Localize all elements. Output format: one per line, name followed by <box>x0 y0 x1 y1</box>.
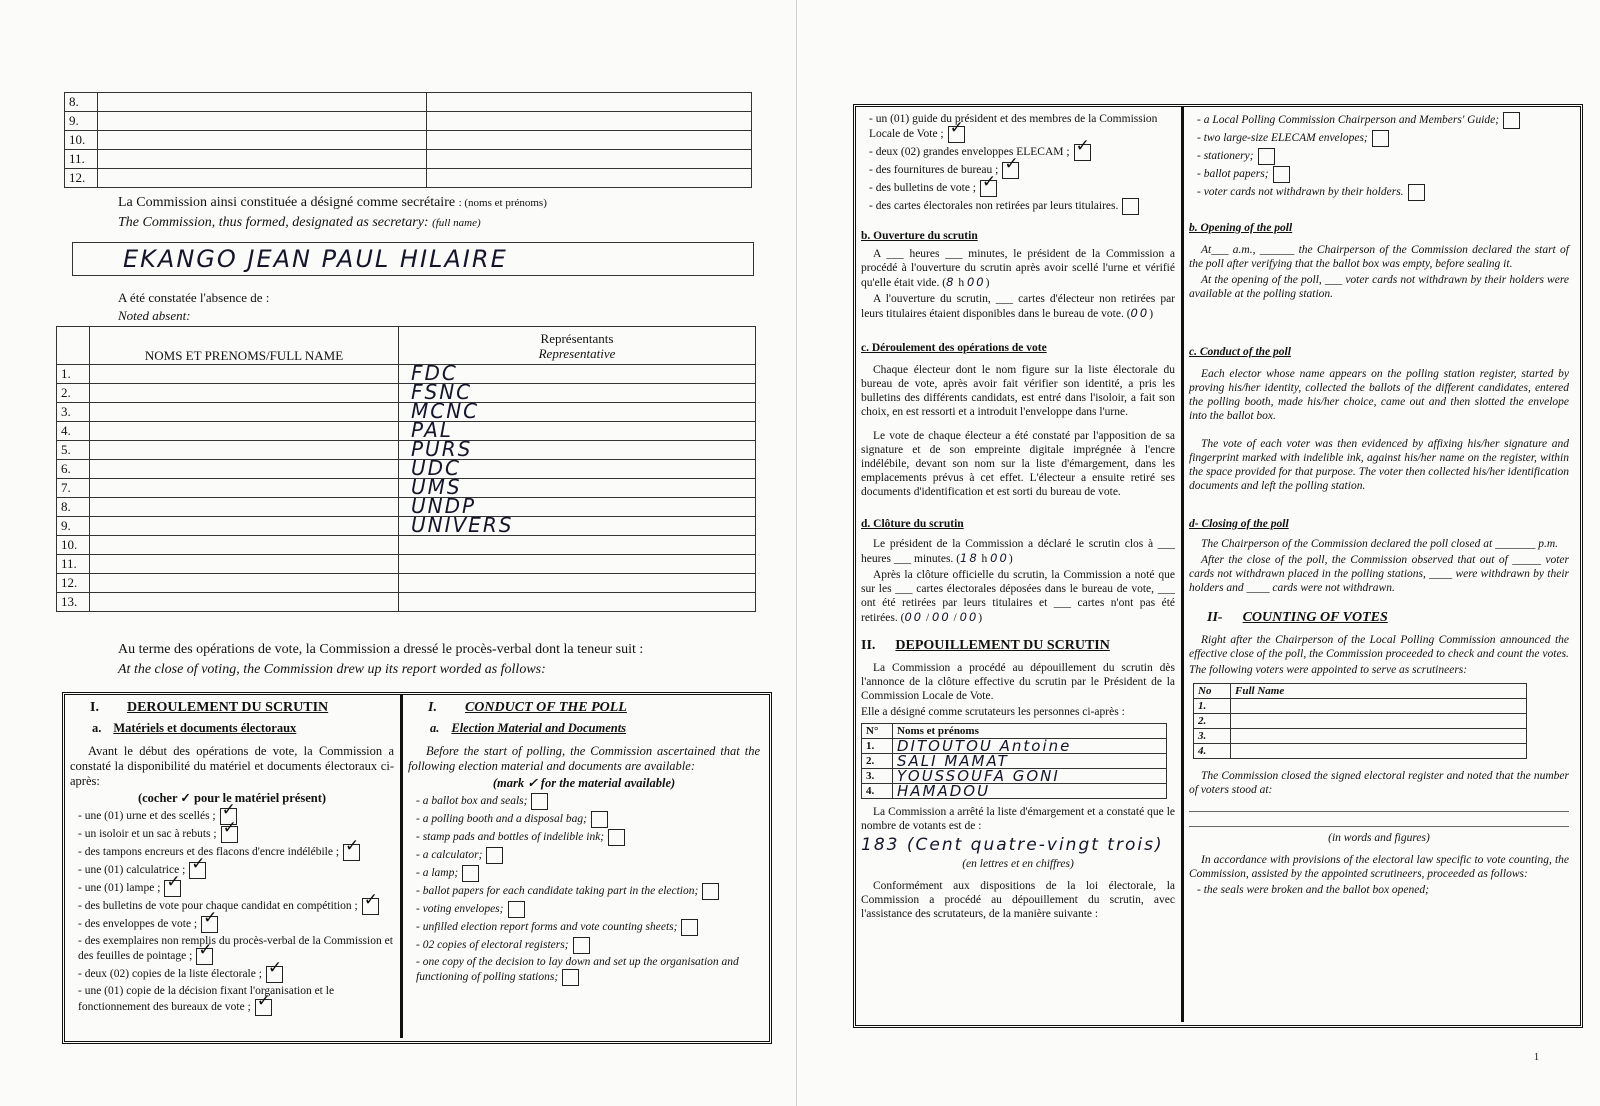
representative-cell[interactable] <box>399 593 756 612</box>
checkbox[interactable] <box>681 919 698 936</box>
section-i-fr-title: DEROULEMENT DU SCRUTIN <box>126 700 329 715</box>
name-cell[interactable] <box>90 536 399 555</box>
closing-hour: 18 <box>960 551 979 565</box>
opening-minutes: 00 <box>966 275 986 289</box>
conduct-title: c. Conduct of the poll <box>1189 346 1291 358</box>
section-i-fr-intro: Avant le début des opérations de vote, la Commission a constaté la disponibilité du matériel et documents électoraux ci-après: <box>70 744 394 788</box>
table-row <box>65 169 752 188</box>
absent-table <box>56 326 756 612</box>
material-item: - une (01) calculatrice ;✓ <box>78 862 394 879</box>
checkbox[interactable] <box>201 916 218 933</box>
material-item: - des fournitures de bureau ;✓ <box>869 162 1175 179</box>
left-page <box>0 0 797 1106</box>
representative-cell[interactable] <box>427 93 752 112</box>
scrutateur-name[interactable]: DITOUTOU Antoine <box>893 739 1167 754</box>
material-item: - a ballot box and seals; <box>416 793 760 810</box>
representative-value: UNIVERS <box>411 513 514 537</box>
material-item: - voter cards not withdrawn by their holders. <box>1197 184 1569 201</box>
secretary-name: EKANGO JEAN PAUL HILAIRE <box>123 245 508 273</box>
name-cell[interactable] <box>90 498 399 517</box>
checkbox[interactable] <box>1258 148 1275 165</box>
name-cell[interactable] <box>90 555 399 574</box>
col-representative: Représentants Representative <box>399 327 756 365</box>
material-item: - one copy of the decision to lay down and set up the organisation and functioning of polling stations; <box>416 955 760 986</box>
right-en-column: - a Local Polling Commission Chairperson and Members' Guide; - two large-size ELECAM envelopes; - stationery; - ballot papers; - voter cards not withdrawn by their holders. b. Opening of the poll At___ a.m., ______ the Chairperson of the Commission declared the start of the poll after verifying that the ballot box was empty, before sealing it. At the opening of the poll, ___ voter cards not withdrawn by their holders were available at the polling station. c. Conduct of the poll Each elector whose name appears on the polling station register, started by proving his/her identity, collected the ballots of the different candidates, entered the polling booth, made his/her choice, came out and then slotted the envelope into the ballot box. The vote of each voter was then evidenced by affixing his/her signature and fingerprint marked with indelible ink, against his/her name on the register, within the space provided for that purpose. The voter then collected his/her identification documents and left the polling station. d- Closing of the poll The Chairperson of the Commission declared the poll closed at _______ p.m. After the close of the poll, the Commission observed that out of _____ voter cards not withdrawn placed in the polling stations, ____ were withdrawn by their holders and ____ cards were not withdrawn. II- COUNTING OF VOTES Right after the Chairperson of the Local Polling Commission announced the effective close of the poll, the Commission proceeded to check and count the votes. The following voters were appointed to serve as scrutineers: No Full Name 1. 2. 3. 4. The Commission closed the signed electoral register and noted that the number of voters stood at: (in words and figures) In accordance with provisions of the electoral law specific to vote counting, the Commission, assisted by the appointed scrutineers, proceeded as follows: - the seals were broken and the ballot box opened; <box>1189 112 1569 899</box>
representative-cell[interactable] <box>427 150 752 169</box>
checkbox[interactable] <box>562 969 579 986</box>
report-intro-en: At the close of voting, the Commission drew up its report worded as follows: <box>118 662 546 677</box>
table-row <box>57 536 756 555</box>
section-i-en: I. CONDUCT OF THE POLL a. Election Material and Documents Before the start of polling, the Commission ascertained that the following election material and documents are available: (mark ✓ for the material available) - a ballot box and seals; - a polling booth and a disposal bag; - stamp pads and bottles of indelible ink; - a calculator; - a lamp; - ballot papers for each candidate taking part in the election; - voting envelopes; - unfilled election report forms and vote counting sheets; - 02 copies of electoral registers; - one copy of the decision to lay down and set up the organisation and functioning of polling stations; <box>408 700 760 987</box>
row-number: 3. <box>57 403 90 422</box>
name-cell[interactable] <box>90 441 399 460</box>
row-number: 8. <box>65 93 98 112</box>
name-cell[interactable] <box>98 150 427 169</box>
checkbox[interactable] <box>343 844 360 861</box>
checkbox[interactable] <box>255 999 272 1016</box>
scrutateur-name[interactable]: HAMADOU <box>893 784 1167 799</box>
table-row <box>57 403 756 422</box>
checkbox[interactable] <box>1273 166 1290 183</box>
checkbox[interactable] <box>1002 162 1019 179</box>
fr-material-list <box>70 808 394 1016</box>
row-number: 5. <box>57 441 90 460</box>
row-number: 2. <box>57 384 90 403</box>
name-cell[interactable] <box>90 365 399 384</box>
right-divider <box>1181 106 1184 1022</box>
row-number: 11. <box>65 150 98 169</box>
table-row <box>57 384 756 403</box>
representative-cell[interactable] <box>399 574 756 593</box>
name-cell[interactable] <box>90 460 399 479</box>
row-number: 6. <box>57 460 90 479</box>
depouillement-title: DEPOUILLEMENT DU SCRUTIN <box>895 638 1110 653</box>
representative-cell[interactable] <box>427 169 752 188</box>
table-row <box>57 498 756 517</box>
name-cell[interactable] <box>90 517 399 536</box>
checkbox[interactable] <box>1503 112 1520 129</box>
material-item: - des bulletins de vote ;✓ <box>869 180 1175 197</box>
opening-hour: 8 <box>946 275 956 289</box>
checkbox[interactable] <box>1074 144 1091 161</box>
name-cell[interactable] <box>90 593 399 612</box>
checkbox[interactable] <box>266 966 283 983</box>
table-row: 2. <box>1194 714 1527 729</box>
section-i-fr: I. DEROULEMENT DU SCRUTIN a. Matériels et documents électoraux Avant le début des opérations de vote, la Commission a constaté la disponibilité du matériel et documents électoraux ci-après: (cocher ✓ pour le matériel présent) - une (01) urne et des scellés ;✓ - un isoloir et un sac à rebuts ;✓ - des tampons encreurs et des flacons d'encre indélébile ;✓ - une (01) calculatrice ;✓ - une (01) lampe ;✓ - des bulletins de vote pour chaque candidat en compétition ;✓ - des enveloppes de vote ;✓ - des exemplaires non remplis du procès-verbal de la Commission et des feuilles de pointage ;✓ - deux (02) copies de la liste électorale ;✓ - une (01) copie de la décision fixant l'organisation et le fonctionnement des bureaux de vote ;✓ <box>70 700 394 1017</box>
ouverture-cards-text: A l'ouverture du scrutin, ___ cartes d'électeur non retirées par leurs titulaires étaient disponibles dans le bureau de vote. (00) <box>861 293 1175 320</box>
table-row: 3. <box>1194 729 1527 744</box>
secretary-label-en: The Commission, thus formed, designated as secretary: (full name) <box>118 215 481 230</box>
row-number: 10. <box>57 536 90 555</box>
row-number: 13. <box>57 593 90 612</box>
row-number: 7. <box>57 479 90 498</box>
voters-count-field[interactable] <box>1189 799 1569 812</box>
checkbox[interactable] <box>573 937 590 954</box>
material-item: - two large-size ELECAM envelopes; <box>1197 130 1569 147</box>
row-number: 4. <box>57 422 90 441</box>
row-number: 9. <box>65 112 98 131</box>
checkbox[interactable] <box>591 811 608 828</box>
material-item: - des cartes électorales non retirées par leurs titulaires. <box>869 198 1175 215</box>
material-item: - une (01) urne et des scellés ;✓ <box>78 808 394 825</box>
en-material-list-continued <box>1189 112 1569 201</box>
checkbox[interactable] <box>531 793 548 810</box>
cloture-title: d. Clôture du scrutin <box>861 518 964 530</box>
table-row <box>57 517 756 536</box>
row-number: 8. <box>57 498 90 517</box>
deroulement-title: c. Déroulement des opérations de vote <box>861 342 1047 354</box>
material-item: - a polling booth and a disposal bag; <box>416 811 760 828</box>
material-item: - une (01) copie de la décision fixant l'organisation et le fonctionnement des bureaux de vote ;✓ <box>78 984 394 1015</box>
name-cell[interactable] <box>90 384 399 403</box>
table-row <box>57 479 756 498</box>
en-material-list <box>408 793 760 986</box>
material-item: - ballot papers; <box>1197 166 1569 183</box>
opening-title: b. Opening of the poll <box>1189 222 1293 234</box>
row-number: 1. <box>57 365 90 384</box>
material-item: - des bulletins de vote pour chaque candidat en compétition ;✓ <box>78 898 394 915</box>
name-cell[interactable] <box>90 422 399 441</box>
checkbox[interactable] <box>221 826 238 843</box>
table-row <box>65 112 752 131</box>
name-cell[interactable] <box>90 479 399 498</box>
scrutateur-name[interactable]: YOUSSOUFA GONI <box>893 769 1167 784</box>
representative-value: MCNC <box>411 399 480 423</box>
table-row <box>57 555 756 574</box>
checkbox[interactable] <box>1122 198 1139 215</box>
table-row: 4. HAMADOU <box>862 784 1167 799</box>
absent-label-fr: A été constatée l'absence de : <box>118 290 270 305</box>
representative-cell[interactable] <box>399 536 756 555</box>
table-row <box>57 422 756 441</box>
representative-value: FSNC <box>411 380 473 404</box>
representative-cell[interactable] <box>399 513 756 537</box>
scrutateur-name[interactable]: SALI MAMAT <box>893 754 1167 769</box>
counting-title: COUNTING OF VOTES <box>1242 610 1388 625</box>
secretary-name-field[interactable] <box>72 242 754 276</box>
material-item: - a calculator; <box>416 847 760 864</box>
page-number: 1 <box>1534 1052 1539 1063</box>
representative-value: PURS <box>411 437 473 461</box>
scrutineers-table-en: No Full Name 1. 2. 3. 4. <box>1193 683 1527 759</box>
table-row <box>65 93 752 112</box>
col-full-name: NOMS ET PRENOMS/FULL NAME <box>90 327 399 365</box>
row-number: 10. <box>65 131 98 150</box>
checkbox[interactable] <box>1372 130 1389 147</box>
material-item: - des enveloppes de vote ;✓ <box>78 916 394 933</box>
table-row <box>65 150 752 169</box>
table-row: 1. DITOUTOU Antoine <box>862 739 1167 754</box>
table-row: 2. SALI MAMAT <box>862 754 1167 769</box>
section-divider <box>400 694 403 1038</box>
scrutineer-name[interactable] <box>1231 714 1527 729</box>
material-item: - 02 copies of electoral registers; <box>416 937 760 954</box>
representative-cell[interactable] <box>427 112 752 131</box>
material-item: - voting envelopes; <box>416 901 760 918</box>
section-i-en-intro: Before the start of polling, the Commission ascertained that the following election material and documents are available: <box>408 744 760 773</box>
closing-title: d- Closing of the poll <box>1189 518 1289 530</box>
ouverture-text: A ___ heures ___ minutes, le président de la Commission a procédé à l'ouverture du scrutin après avoir scellé l'urne et vérifié qu'elle était vide. (8 h 00) <box>861 248 1175 289</box>
material-item: - des exemplaires non remplis du procès-verbal de la Commission et des feuilles de pointage ;✓ <box>78 934 394 965</box>
opening-cards: 00 <box>1130 306 1150 320</box>
representative-cell[interactable] <box>399 555 756 574</box>
checkbox[interactable] <box>164 880 181 897</box>
cloture-text: Le président de la Commission a déclaré le scrutin clos à ___ heures ___ minutes. (18 h 00) <box>861 538 1175 565</box>
checkbox[interactable] <box>948 126 965 143</box>
absent-label-en: Noted absent: <box>118 308 191 323</box>
table-row <box>65 131 752 150</box>
representative-value: UDC <box>411 456 462 480</box>
voters-count-field-2[interactable] <box>1189 812 1569 827</box>
material-item: - des tampons encreurs et des flacons d'encre indélébile ;✓ <box>78 844 394 861</box>
cloture-cards-text: Après la clôture officielle du scrutin, la Commission a noté que sur les ___ cartes électorales déposées dans le bureau de vote, ___ ont été retirées par leurs titulaires et ___ cartes n'ont pas été retirées. (00 / 00 / 00) <box>861 569 1175 624</box>
material-item: - a lamp; <box>416 865 760 882</box>
secretary-label-fr: La Commission ainsi constituée a désigné comme secrétaire : (noms et prénoms) <box>118 195 547 210</box>
scrutineer-name[interactable] <box>1231 699 1527 714</box>
checkbox[interactable] <box>980 180 997 197</box>
name-cell[interactable] <box>98 131 427 150</box>
material-item: - deux (02) grandes enveloppes ELECAM ;✓ <box>869 144 1175 161</box>
name-cell[interactable] <box>90 574 399 593</box>
scrutateurs-table-fr: N° Noms et prénoms 1. DITOUTOU Antoine 2. SALI MAMAT 3. YOUSSOUFA GONI 4. HAMADOU <box>861 723 1167 799</box>
representative-cell[interactable] <box>427 131 752 150</box>
table-row <box>57 441 756 460</box>
name-cell[interactable] <box>98 93 427 112</box>
checkbox[interactable] <box>702 883 719 900</box>
ouverture-title: b. Ouverture du scrutin <box>861 230 978 242</box>
material-item: - un isoloir et un sac à rebuts ;✓ <box>78 826 394 843</box>
right-page <box>797 0 1600 1106</box>
name-cell[interactable] <box>98 112 427 131</box>
name-cell[interactable] <box>98 169 427 188</box>
table-row: 4. <box>1194 744 1527 759</box>
report-intro-fr: Au terme des opérations de vote, la Commission a dressé le procès-verbal dont la teneur suit : <box>118 642 644 657</box>
material-item: - un (01) guide du président et des membres de la Commission Locale de Vote ;✓ <box>869 112 1175 143</box>
table-row <box>57 593 756 612</box>
checkbox[interactable] <box>1408 184 1425 201</box>
representative-value: UNDP <box>411 494 477 518</box>
fr-material-list-continued <box>861 112 1175 215</box>
table-row <box>57 574 756 593</box>
row-number: 12. <box>65 169 98 188</box>
row-number: 11. <box>57 555 90 574</box>
scrutineer-name[interactable] <box>1231 729 1527 744</box>
representative-value: PAL <box>411 418 453 442</box>
table-row <box>57 460 756 479</box>
representative-value: FDC <box>411 361 458 385</box>
material-item: - stamp pads and bottles of indelible ink; <box>416 829 760 846</box>
checkbox[interactable] <box>608 829 625 846</box>
row-number: 9. <box>57 517 90 536</box>
row-number: 12. <box>57 574 90 593</box>
name-cell[interactable] <box>90 403 399 422</box>
scrutineer-name[interactable] <box>1231 744 1527 759</box>
material-item: - unfilled election report forms and vote counting sheets; <box>416 919 760 936</box>
material-item: - deux (02) copies de la liste électorale ;✓ <box>78 966 394 983</box>
votants-count[interactable]: 183 (Cent quatre-vingt trois) <box>861 835 1164 855</box>
section-i-en-title: CONDUCT OF THE POLL <box>464 700 627 715</box>
material-item: - a Local Polling Commission Chairperson and Members' Guide; <box>1197 112 1569 129</box>
table-row: 3. YOUSSOUFA GONI <box>862 769 1167 784</box>
closing-minutes: 00 <box>990 551 1009 565</box>
checkbox[interactable] <box>189 862 206 879</box>
checkbox[interactable] <box>508 901 525 918</box>
material-item: - ballot papers for each candidate taking part in the election; <box>416 883 760 900</box>
table-row <box>57 365 756 384</box>
table-row: 1. <box>1194 699 1527 714</box>
representative-value: UMS <box>411 475 462 499</box>
checkbox[interactable] <box>462 865 479 882</box>
material-item: - une (01) lampe ;✓ <box>78 880 394 897</box>
checkbox[interactable] <box>486 847 503 864</box>
members-table-continued <box>64 92 752 188</box>
checkbox[interactable] <box>362 898 379 915</box>
checkbox[interactable] <box>196 948 213 965</box>
right-fr-column: - un (01) guide du président et des membres de la Commission Locale de Vote ;✓ - deux (02) grandes enveloppes ELECAM ;✓ - des fournitures de bureau ;✓ - des bulletins de vote ;✓ - des cartes électorales non retirées par leurs titulaires. b. Ouverture du scrutin A ___ heures ___ minutes, le président de la Commission a procédé à l'ouverture du scrutin après avoir scellé l'urne et vérifié qu'elle était vide. (8 h 00) A l'ouverture du scrutin, ___ cartes d'électeur non retirées par leurs titulaires étaient disponibles dans le bureau de vote. (00) c. Déroulement des opérations de vote Chaque électeur dont le nom figure sur la liste électorale du bureau de vote, après avoir fait vérifier son identité, a pris les bulletins des différents candidats, est entré dans l'isoloir, a fait son choix, en est ressorti et a introduit l'enveloppe dans l'urne. Le vote de chaque électeur a été constaté par l'apposition de sa signature et de son empreinte digitale imprégnée à l'encre indélébile, devant son nom sur la liste d'émargement, dans les emplacements prévus à cet effet. L'électeur a ensuite retiré ses documents d'identification et est sorti du bureau de vote. d. Clôture du scrutin Le président de la Commission a déclaré le scrutin clos à ___ heures ___ minutes. (18 h 00) Après la clôture officielle du scrutin, la Commission a noté que sur les ___ cartes électorales déposées dans le bureau de vote, ___ ont été retirées par leurs titulaires et ___ cartes n'ont pas été retirées. (00 / 00 / 00) II. DEPOUILLEMENT DU SCRUTIN La Commission a procédé au dépouillement du scrutin dès l'annonce de la clôture effective du scrutin par le Président de la Commission Locale de Vote. Elle a désigné comme scrutateurs les personnes ci-après : N° Noms et prénoms 1. DITOUTOU Antoine 2. SALI MAMAT 3. YOUSSOUFA GONI 4. HAMADOU La Commission a arrêté la liste d'émargement et a constaté que le nombre de votants est de : 183 (Cent quatre-vingt trois) (en lettres et en chiffres) Conformément aux dispositions de la loi électorale, la Commission a procédé au dépouillement du scrutin, avec l'assistance des scrutateurs, de la manière suivante : <box>861 112 1175 923</box>
material-item: - stationery; <box>1197 148 1569 165</box>
